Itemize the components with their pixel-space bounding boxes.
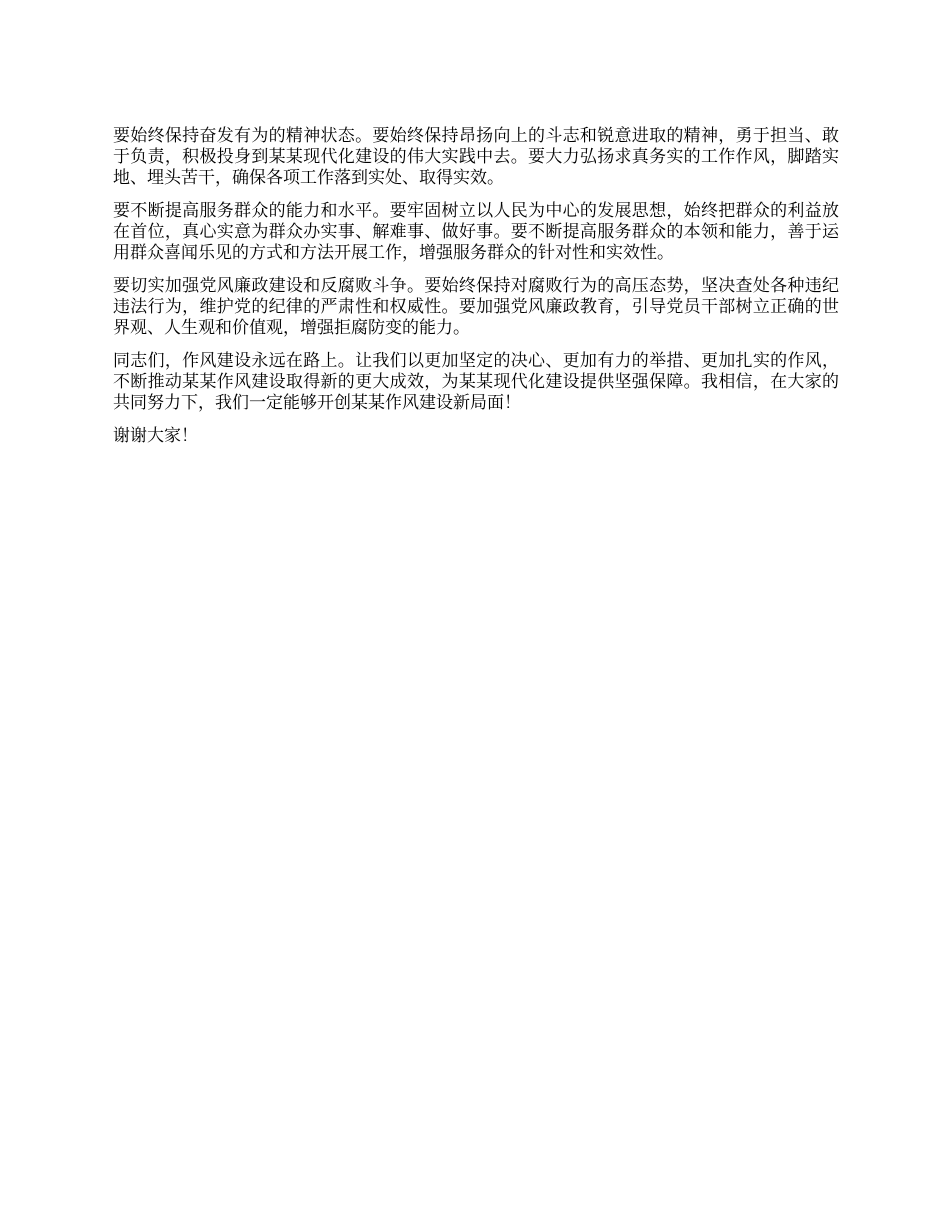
- paragraph-anti-corruption: 要切实加强党风廉政建设和反腐败斗争。要始终保持对腐败行为的高压态势，坚决查处各种违纪违法行为，维护党的纪律的严肃性和权威性。要加强党风廉政教育，引导党员干部树立正确的世界观、人生观和价值观，增强拒腐防变的能力。: [113, 276, 839, 338]
- paragraph-thanks: 谢谢大家！: [113, 426, 198, 446]
- document-body: [113, 126, 839, 459]
- paragraph-serve-masses: 要不断提高服务群众的能力和水平。要牢固树立以人民为中心的发展思想，始终把群众的利益放在首位，真心实意为群众办实事、解难事、做好事。要不断提高服务群众的本领和能力，善于运用群众喜闻乐见的方式和方法开展工作，增强服务群众的针对性和实效性。: [113, 201, 839, 263]
- paragraph-spirit: 要始终保持奋发有为的精神状态。要始终保持昂扬向上的斗志和锐意进取的精神，勇于担当、敢于负责，积极投身到某某现代化建设的伟大实践中去。要大力弘扬求真务实的工作作风，脚踏实地、埋头苦干，确保各项工作落到实处、取得实效。: [113, 126, 839, 188]
- paragraph-closing: 同志们，作风建设永远在路上。让我们以更加坚定的决心、更加有力的举措、更加扎实的作风，不断推动某某作风建设取得新的更大成效，为某某现代化建设提供坚强保障。我相信，在大家的共同努力下，我们一定能够开创某某作风建设新局面！: [113, 351, 839, 413]
